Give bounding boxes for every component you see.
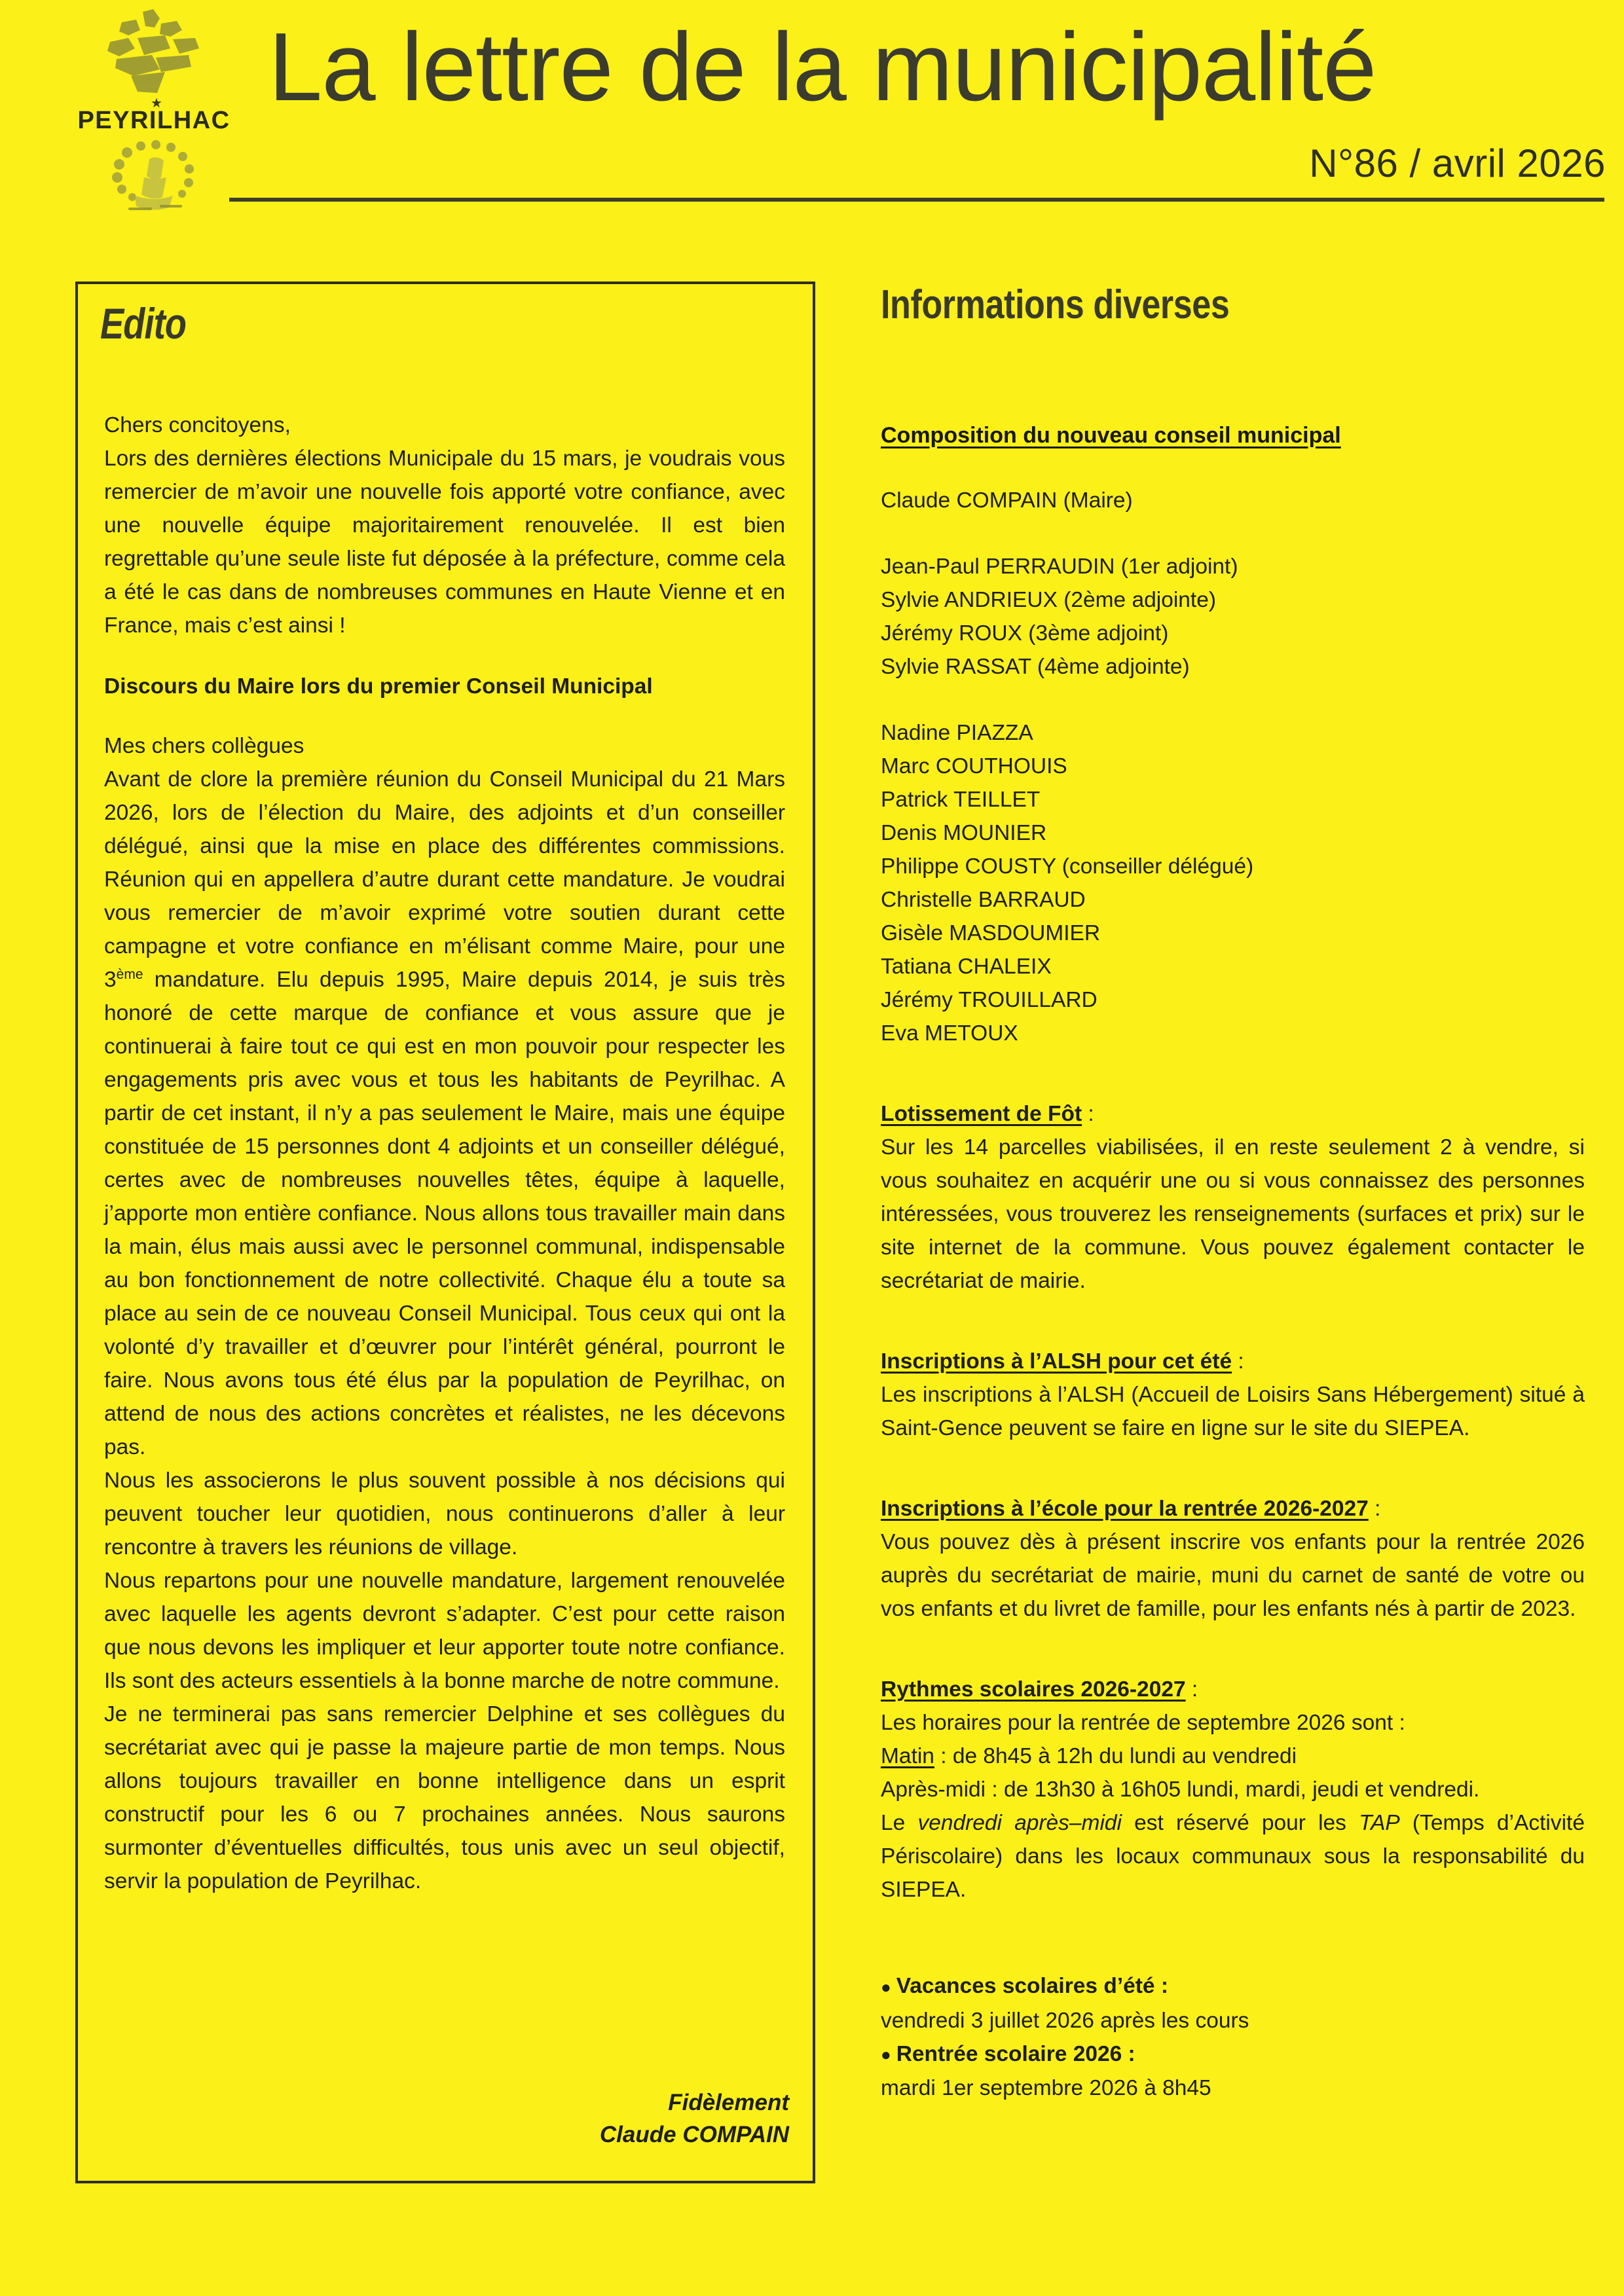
vacances-bullet-2-label: Rentrée scolaire 2026 : xyxy=(896,2041,1135,2066)
ordinal-suffix: ème xyxy=(116,966,143,982)
speech-p1-part-b: mandature. Elu depuis 1995, Maire depuis 2014, je suis très honoré de cette marque de confiance et vous assure que je continuerai à faire tout ce qui est en mon pouvoir pour respecter les engagements pris avec vous et tous les habitants de Peyrilhac. A partir de cet instant, il n’y a pas seulement le Maire, mais une équipe constituée de 15 personnes dont 4 adjoints et un conseiller délégué, certes avec de nombreuses nouvelles têtes, équipe à laquelle, j’apporte mon entière confiance. Nous allons tous travailler main dans la main, élus mais aussi avec le personnel communal, indispensable au bon fonctionnement de notre collectivité. Chaque élu a toute sa place au sein de ce nouveau Conseil Municipal. Tous ceux qui ont la volonté d’y travailler et d’œuvrer pour l’intérêt général, pourront le faire. Nous avons tous été élus par la population de Peyrilhac, on attend de nous des actions concrètes et réalistes, ne les décevons pas. xyxy=(104,968,785,1459)
council-member: Eva METOUX xyxy=(881,1021,1018,1046)
bullet-dot-icon: ● xyxy=(881,2045,891,2065)
rythmes-heading-row xyxy=(881,1673,1585,1706)
council-member: Philippe COUSTY (conseiller délégué) xyxy=(881,854,1254,879)
edito-title: Edito xyxy=(100,299,187,348)
alsh-section xyxy=(881,1345,1585,1445)
bullet-dot-icon: ● xyxy=(881,1977,891,1997)
masthead xyxy=(0,0,1624,216)
speech-heading: Discours du Maire lors du premier Conseil Municipal xyxy=(104,674,653,699)
ecole-heading-colon: : xyxy=(1368,1497,1381,1521)
council-deputy: Jean-Paul PERRAUDIN (1er adjoint) xyxy=(881,555,1238,579)
rythmes-intro: Les horaires pour la rentrée de septembre 2026 sont : xyxy=(881,1711,1405,1735)
logo-town-name: PEYRILHAC xyxy=(77,107,231,134)
rythmes-matin-label: Matin xyxy=(881,1744,934,1768)
council-mayor: Claude COMPAIN (Maire) xyxy=(881,488,1133,513)
speech-paragraph-1 xyxy=(104,763,785,1464)
speech-paragraph-4: Je ne terminerai pas sans remercier Delphine et ses collègues du secrétariat avec qui je passe la majeure partie de mon temps. Nous allons toujours travailler en bonne intelligence dans un esprit constructif pour les 6 ou 7 prochaines années. Nous saurons surmonter d’éventuelles difficultés, tous unis avec un seul objectif, servir la population de Peyrilhac. xyxy=(104,1702,785,1893)
masthead-divider xyxy=(229,198,1604,202)
council-member: Nadine PIAZZA xyxy=(881,721,1033,745)
council-member: Jérémy TROUILLARD xyxy=(881,988,1098,1012)
rythmes-apresmidi-row xyxy=(881,1773,1585,1806)
rythmes-heading: Rythmes scolaires 2026-2027 xyxy=(881,1677,1186,1702)
council-section xyxy=(881,420,1585,1050)
vacances-bullet-1-label: Vacances scolaires d’été : xyxy=(896,1974,1169,1998)
lotissement-heading-row xyxy=(881,1097,1585,1131)
rythmes-heading-colon: : xyxy=(1185,1677,1198,1702)
signoff-salutation: Fidèlement xyxy=(668,2090,789,2115)
ecole-body: Vous pouvez dès à présent inscrire vos enfants pour la rentrée 2026 auprès du secrétariat de mairie, muni du carnet de santé de votre ou vos enfants et du livret de famille, pour les enfants nés à partir de 2023. xyxy=(881,1530,1585,1621)
issue-number: N°86 / avril 2026 xyxy=(1309,141,1606,185)
rythmes-matin-value: : de 8h45 à 12h du lundi au vendredi xyxy=(934,1744,1297,1768)
lotissement-heading-colon: : xyxy=(1082,1102,1094,1126)
vacances-bullet-2-detail: mardi 1er septembre 2026 à 8h45 xyxy=(881,2076,1211,2101)
town-logo xyxy=(72,5,236,208)
page-title: La lettre de la municipalité xyxy=(268,13,1376,121)
speech-p1-part-a: Avant de clore la première réunion du Conseil Municipal du 21 Mars 2026, lors de l’élection du Maire, des adjoints et d’un conseiller délégué, ainsi que la mise en place des différentes commissions. Réunion qui en appellera d’autre durant cette mandature. Je voudrai vous remercier de m’avoir exprimé votre soutien durant cette campagne et votre confiance en m’élisant comme Maire, pour une 3 xyxy=(104,767,785,992)
tap-prefix: Le xyxy=(881,1811,918,1835)
ecole-heading: Inscriptions à l’école pour la rentrée 2026-2027 xyxy=(881,1497,1369,1521)
vacances-bullet-1-detail: vendredi 3 juillet 2026 après les cours xyxy=(881,2008,1249,2033)
vacances-bullet-2 xyxy=(881,2037,1585,2072)
signoff-name: Claude COMPAIN xyxy=(599,2122,789,2147)
council-deputy: Sylvie RASSAT (4ème adjointe) xyxy=(881,655,1190,679)
signature-block xyxy=(600,2086,789,2151)
council-heading: Composition du nouveau conseil municipal xyxy=(881,423,1341,448)
ecole-heading-row xyxy=(881,1492,1585,1525)
vacances-section xyxy=(881,1969,1585,2105)
lotissement-body: Sur les 14 parcelles viabilisées, il en reste seulement 2 à vendre, si vous souhaitez en acquérir une ou si vous connaissez des personnes intéressées, vous trouverez les renseignements (surfaces et prix) sur le site internet de la commune. Vous pouvez également contacter le secrétariat de mairie. xyxy=(881,1135,1585,1293)
council-deputy: Sylvie ANDRIEUX (2ème adjointe) xyxy=(881,588,1217,612)
tap-middle: est réservé pour les xyxy=(1121,1811,1359,1835)
speech-salutation: Mes chers collègues xyxy=(104,734,304,758)
council-deputy: Jérémy ROUX (3ème adjoint) xyxy=(881,621,1169,646)
council-member: Patrick TEILLET xyxy=(881,788,1041,812)
lotissement-section xyxy=(881,1097,1585,1298)
heraldic-emblem-icon xyxy=(97,8,208,106)
ecole-section xyxy=(881,1492,1585,1626)
alsh-body: Les inscriptions à l’ALSH (Accueil de Loisirs Sans Hébergement) situé à Saint-Gence peuvent se faire en ligne sur le site du SIEPEA. xyxy=(881,1383,1585,1440)
speech-paragraph-2: Nous les associerons le plus souvent possible à nos décisions qui peuvent toucher leur quotidien, nous continuerons d’aller à leur rencontre à travers les réunions de village. xyxy=(104,1468,785,1559)
rythmes-section xyxy=(881,1673,1585,1906)
edito-greeting: Chers concitoyens, xyxy=(104,413,291,437)
alsh-heading-row xyxy=(881,1345,1585,1378)
edito-intro: Lors des dernières élections Municipale du 15 mars, je voudrais vous remercier de m’avoir une nouvelle fois apporté votre confiance, avec une nouvelle équipe majoritairement renouvelée. Il est bien regrettable qu’une seule liste fut déposée à la préfecture, comme cela a été le cas dans de nombreuses communes en Haute Vienne et en France, mais c’est ainsi ! xyxy=(104,446,785,638)
edito-panel xyxy=(75,282,815,2183)
circle-of-stars-emblem-icon xyxy=(103,139,208,215)
edito-body xyxy=(104,409,785,1898)
alsh-heading-colon: : xyxy=(1232,1349,1244,1374)
tap-suffix: (Temps d’Activité Périscolaire) dans les locaux communaux sous la responsabilité du SIEPEA. xyxy=(881,1811,1585,1902)
council-member: Christelle BARRAUD xyxy=(881,888,1086,912)
informations-title: Informations diverses xyxy=(881,282,1230,327)
tap-emphasis-tap: TAP xyxy=(1359,1811,1400,1835)
vacances-bullet-1 xyxy=(881,1969,1585,2004)
council-member: Denis MOUNIER xyxy=(881,821,1047,845)
speech-paragraph-3: Nous repartons pour une nouvelle mandature, largement renouvelée avec laquelle les agents devront s’adapter. C’est pour cette raison que nous devons les impliquer et leur apporter toute notre confiance. Ils sont des acteurs essentiels à la bonne marche de notre commune. xyxy=(104,1569,785,1693)
council-member: Marc COUTHOUIS xyxy=(881,754,1067,778)
rythmes-apresmidi-value: : de 13h30 à 16h05 lundi, mardi, jeudi et vendredi. xyxy=(986,1777,1480,1802)
informations-panel xyxy=(881,282,1585,2105)
tap-emphasis-vendredi: vendredi après–midi xyxy=(917,1811,1122,1835)
council-member: Gisèle MASDOUMIER xyxy=(881,921,1101,945)
alsh-heading: Inscriptions à l’ALSH pour cet été xyxy=(881,1349,1232,1374)
rythmes-matin-row xyxy=(881,1740,1585,1773)
council-member: Tatiana CHALEIX xyxy=(881,955,1052,979)
rythmes-tap-row xyxy=(881,1806,1585,1906)
rythmes-apresmidi-label: Après-midi xyxy=(881,1777,986,1802)
star-icon: ★ xyxy=(151,96,162,111)
lotissement-heading: Lotissement de Fôt xyxy=(881,1102,1082,1126)
